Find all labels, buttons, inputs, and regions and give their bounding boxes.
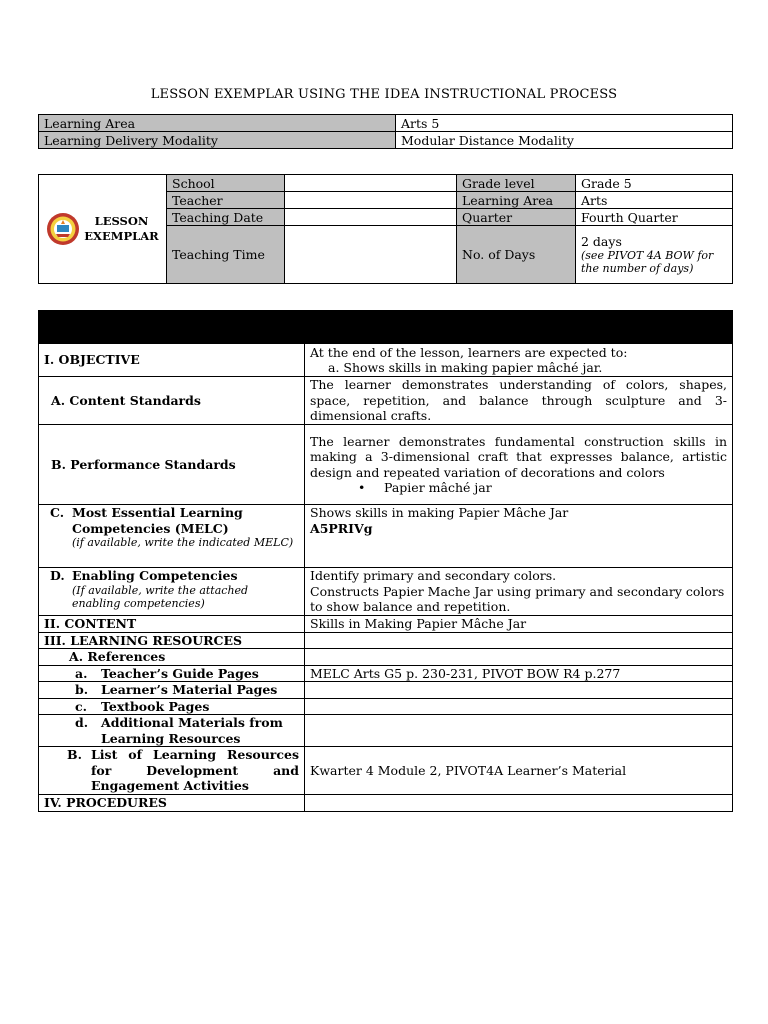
table-row [39,115,733,132]
deped-seal-icon [46,212,80,246]
time-value [285,226,457,284]
learning-area-label: Learning Area [39,115,396,132]
performance-cell [305,425,733,505]
melc-prefix: C. [50,505,65,520]
table-row [39,715,733,747]
content2-label: II. CONTENT [39,616,305,633]
melc-cell [305,505,733,568]
melc-label-cell [39,505,305,568]
tb-label-cell [39,698,305,715]
days-note: (see PIVOT 4A BOW for the number of days) [581,249,714,275]
days-cell [576,226,733,284]
am-value [305,715,733,747]
logo-cell [39,175,167,284]
header-table [38,174,733,284]
table-row [39,377,733,425]
sub-b: b. [75,682,89,697]
objective-label: I. OBJECTIVE [39,344,305,377]
table-row [39,616,733,633]
school-value [285,175,457,192]
enabling-value2: Constructs Papier Mache Jar using primary and secondary colors to show balance and repetition. [310,583,725,614]
teacher-label: Teacher [167,192,285,209]
am-label-cell [39,715,305,747]
school-label: School [167,175,285,192]
table-row [39,632,733,649]
lm-value [305,682,733,699]
objective-intro: At the end of the lesson, learners are expected to: [310,344,628,360]
table-row [39,568,733,616]
quarter-label: Quarter [457,209,576,226]
lesson-table [38,310,733,812]
lm-label: Learner’s Material Pages [101,682,278,697]
table-row [39,795,733,812]
enabling-prefix: D. [50,568,65,583]
modality-label: Learning Delivery Modality [39,132,396,149]
am-label: Additional Materials from Learning Resources [101,715,283,746]
procedures-value [305,795,733,812]
enabling-label: Enabling Competencies [72,568,238,583]
objective-cell [305,344,733,377]
modality-value: Modular Distance Modality [396,132,733,149]
info-table [38,114,733,149]
date-label: Teaching Date [167,209,285,226]
procedures-label: IV. PROCEDURES [39,795,305,812]
objective-item: a. Shows skills in making papier mâché jar. [328,360,603,375]
tb-label: Textbook Pages [101,698,210,714]
learning-area-value: Arts 5 [396,115,733,132]
table-row [39,505,733,568]
black-header-bar [39,311,733,344]
enabling-note: (If available, write the attached enabling competencies) [72,583,249,610]
tg-label: Teacher’s Guide Pages [101,665,259,681]
sub-d: d. [75,715,89,730]
tb-value [305,698,733,715]
logo-line1: LESSON [94,214,149,228]
references-label: A. References [39,649,305,666]
days-value: 2 days [581,234,622,249]
performance-standards-label: B. Performance Standards [39,425,305,505]
list-label-cell [39,747,305,795]
melc-value: Shows skills in making Papier Mâche Jar [310,505,569,520]
enabling-value1: Identify primary and secondary colors. [310,568,557,583]
area-value: Arts [576,192,733,209]
date-value [285,209,457,226]
lm-label-cell [39,682,305,699]
tg-value: MELC Arts G5 p. 230-231, PIVOT BOW R4 p.277 [305,665,733,682]
enabling-label-cell [39,568,305,616]
performance-value: The learner demonstrates fundamental construction skills in making a 3-dimensional craft that expresses balance, artistic design and repeated variation of decorations and colors [310,433,727,480]
performance-bullet: • Papier mâché jar [310,480,727,496]
list-label: List of Learning Resources for Development and Engagement Activities [91,747,299,794]
enabling-cell [305,568,733,616]
table-row [39,425,733,505]
content-standards-value: The learner demonstrates understanding of colors, shapes, space, repetition, and balance through sculpture and 3-dimensional crafts. [305,377,733,425]
tg-label-cell [39,665,305,682]
table-row [39,649,733,666]
page-title: LESSON EXEMPLAR USING THE IDEA INSTRUCTIONAL PROCESS [150,87,618,102]
logo-line2: EXEMPLAR [84,229,159,243]
melc-note: (if available, write the indicated MELC) [72,536,294,549]
teacher-value [285,192,457,209]
table-row [39,665,733,682]
content-standards-label: A. Content Standards [39,377,305,425]
days-label: No. of Days [457,226,576,284]
table-row [39,344,733,377]
grade-value: Grade 5 [576,175,733,192]
melc-code: A5PRIVg [310,520,373,536]
references-value [305,649,733,666]
sub-B: B. [67,747,82,763]
table-row [39,747,733,795]
resources-value [305,632,733,649]
area-label: Learning Area [457,192,576,209]
table-row [39,132,733,149]
time-label: Teaching Time [167,226,285,284]
melc-label: Most Essential Learning Competencies (MELC) [72,505,243,536]
list-value: Kwarter 4 Module 2, PIVOT4A Learner’s Material [305,747,733,795]
sub-a: a. [75,665,88,681]
grade-label: Grade level [457,175,576,192]
resources-label: III. LEARNING RESOURCES [39,632,305,649]
table-row [39,682,733,699]
quarter-value: Fourth Quarter [576,209,733,226]
content2-value: Skills in Making Papier Mâche Jar [305,616,733,633]
sub-c: c. [75,698,87,714]
table-row [39,698,733,715]
